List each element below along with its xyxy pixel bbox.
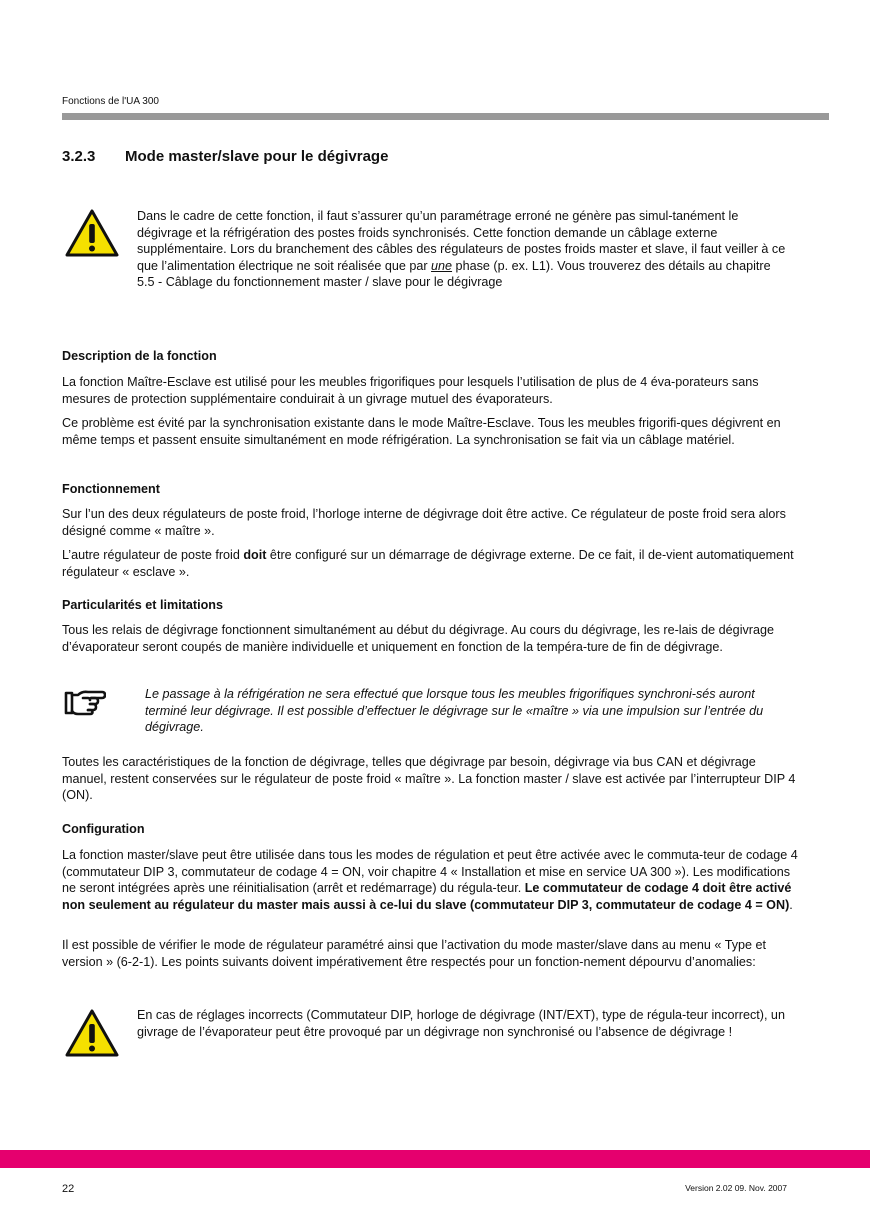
description-paragraph-1: La fonction Maître-Esclave est utilisé pour les meubles frigorifiques pour lesquels l’utilisation de plus de 4 éva-porateurs sans mesures de protection supplémentaire conduirait à un givrage mutuel des évaporateurs. bbox=[62, 375, 759, 406]
configuration-heading: Configuration bbox=[62, 822, 145, 836]
page-number: 22 bbox=[62, 1183, 75, 1195]
configuration-paragraph-1: La fonction master/slave peut être utilisée dans tous les modes de régulation et peut être activée avec le commuta-teur de codage 4 (commutateur DIP 3, commutateur de codage 4 = ON, voir chapitre 4 « Installation et mise en service UA 300 »). Les modifications ne seront intégrées après une réinitialisation (arrêt et redémarrage) du régula-teur. Le commutateur de codage 4 doit être activé non seulement au régulateur du master mais aussi à ce-lui du slave (commutateur DIP 3, commutateur de codage 4 = ON). bbox=[62, 848, 798, 912]
footer-accent-bar bbox=[0, 1150, 870, 1168]
section-number: 3.2.3 bbox=[62, 148, 96, 165]
section-title: Mode master/slave pour le dégivrage bbox=[125, 148, 389, 165]
warning-triangle-icon bbox=[65, 1009, 119, 1057]
description-heading: Description de la fonction bbox=[62, 349, 217, 363]
fonctionnement-paragraph-2: L’autre régulateur de poste froid doit être configuré sur un démarrage de dégivrage externe. De ce fait, il de-vient automatiquement régulateur « esclave ». bbox=[62, 548, 794, 579]
section-heading bbox=[62, 148, 388, 165]
warning-text: Dans le cadre de cette fonction, il faut s’assurer qu’un paramétrage erroné ne génère pas simul-tanément le dégivrage et la réfrigération des postes froids synchronisés. Cette fonction demande un câblage externe supplémentaire. Lors du branchement des câbles des régulateurs de postes froids master et slave, il faut veiller à ce que l’alimentation électrique ne soit réalisée que par une phase (p. ex. L1). Vous trouverez des détails au chapitre 5.5 - Câblage du fonctionnement master / slave pour le dégivrage bbox=[137, 209, 786, 290]
running-header: Fonctions de l'UA 300 bbox=[62, 96, 159, 107]
configuration-paragraph-2: Il est possible de vérifier le mode de régulateur paramétré ainsi que l’activation du mode master/slave dans au menu « Type et version » (6-2-1). Les points suivants doivent impérativement être respectés pour un fonction-nement dépourvu d’anomalies: bbox=[62, 938, 767, 969]
description-paragraph-2: Ce problème est évité par la synchronisation existante dans le mode Maître-Esclave. Tous les meubles frigorifi-ques dégivrent en même temps et passent ensuite simultanément en mode réfrigération. La synchronisation se fait via un câblage matériel. bbox=[62, 416, 781, 447]
fonctionnement-paragraph-1: Sur l’un des deux régulateurs de poste froid, l’horloge interne de dégivrage doit être active. Ce régulateur de poste froid sera alors désigné comme « maître ». bbox=[62, 507, 786, 538]
particularites-heading: Particularités et limitations bbox=[62, 598, 223, 612]
header-divider bbox=[62, 113, 829, 120]
version-info: Version 2.02 09. Nov. 2007 bbox=[685, 1183, 787, 1193]
warning-triangle-icon bbox=[65, 209, 119, 257]
particularites-paragraph-2: Toutes les caractéristiques de la fonction de dégivrage, telles que dégivrage par besoin, dégivrage via bus CAN et dégivrage manuel, restent conservées sur le régulateur de poste froid « maître ». La fonction master / slave est activée par l’interrupteur DIP 4 (ON). bbox=[62, 755, 796, 803]
pointing-hand-icon bbox=[64, 690, 106, 716]
note-text: Le passage à la réfrigération ne sera effectué que lorsque tous les meubles frigorifiques synchroni-sés auront terminé leur dégivrage. Il est possible d’effectuer le dégivrage sur le «maître » via une impulsion sur l’entrée du dégivrage. bbox=[145, 687, 764, 735]
particularites-paragraph-1: Tous les relais de dégivrage fonctionnent simultanément au début du dégivrage. Au cours du dégivrage, les re-lais de dégivrage d’évaporateur seront coupés de manière individuelle et uniquement en fonction de la tempéra-ture de fin de dégivrage. bbox=[62, 623, 774, 654]
fonctionnement-heading: Fonctionnement bbox=[62, 482, 160, 496]
warning-text-2: En cas de réglages incorrects (Commutateur DIP, horloge de dégivrage (INT/EXT), type de régula-teur incorrect), un givrage de l’évaporateur peut être provoqué par un dégivrage non synchronisé ou l’absence de dégivrage ! bbox=[137, 1008, 785, 1039]
